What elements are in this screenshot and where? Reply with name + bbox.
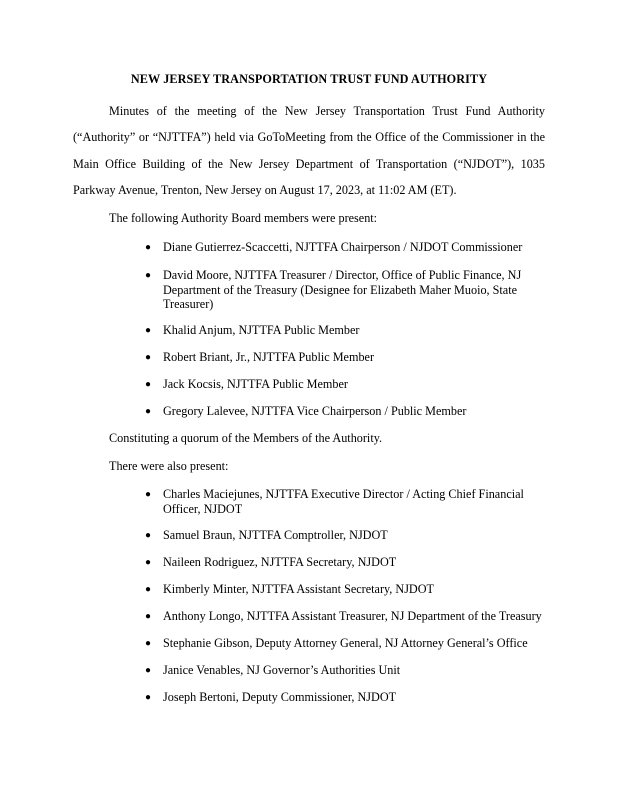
bullet-icon: ● <box>145 242 152 253</box>
bullet-icon: ● <box>145 584 152 595</box>
also-present-heading: There were also present: <box>109 459 229 473</box>
list-item-text: Khalid Anjum, NJTTFA Public Member <box>163 323 360 337</box>
list-item-text: Samuel Braun, NJTTFA Comptroller, NJDOT <box>163 528 388 542</box>
list-item-text: Jack Kocsis, NJTTFA Public Member <box>163 377 348 391</box>
list-item-text: Naileen Rodriguez, NJTTFA Secretary, NJDOT <box>163 555 397 569</box>
bullet-icon: ● <box>145 489 152 500</box>
list-item-text: Diane Gutierrez-Scaccetti, NJTTFA Chairperson / NJDOT Commissioner <box>163 240 523 254</box>
bullet-icon: ● <box>145 557 152 568</box>
list-item-text: Charles Maciejunes, NJTTFA Executive Director / Acting Chief Financial Officer, NJDOT <box>163 487 524 516</box>
quorum-statement: Constituting a quorum of the Members of the Authority. <box>109 431 383 445</box>
list-item-text: Joseph Bertoni, Deputy Commissioner, NJDOT <box>163 690 397 704</box>
list-item-text: Anthony Longo, NJTTFA Assistant Treasurer, NJ Department of the Treasury <box>163 609 542 623</box>
bullet-icon: ● <box>145 406 152 417</box>
intro-paragraph: Minutes of the meeting of the New Jersey Transportation Trust Fund Authority (“Authority” or “NJTTFA”) held via GoToMeeting from the Office of the Commissioner in the Main Office Building of the New Jersey Department of Transportation (“NJDOT”), 1035 Parkway Avenue, Trenton, New Jersey on August 17, 2023, at 11:02 AM (ET). <box>73 104 545 198</box>
bullet-icon: ● <box>145 270 152 281</box>
bullet-icon: ● <box>145 638 152 649</box>
bullet-icon: ● <box>145 692 152 703</box>
list-item-text: Kimberly Minter, NJTTFA Assistant Secretary, NJDOT <box>163 582 434 596</box>
bullet-icon: ● <box>145 530 152 541</box>
bullet-icon: ● <box>145 665 152 676</box>
document-title: NEW JERSEY TRANSPORTATION TRUST FUND AUTHORITY <box>130 72 488 86</box>
bullet-icon: ● <box>145 611 152 622</box>
list-item-text: Stephanie Gibson, Deputy Attorney General, NJ Attorney General’s Office <box>163 636 528 650</box>
list-item-text: Janice Venables, NJ Governor’s Authorities Unit <box>163 663 401 677</box>
list-item-text: David Moore, NJTTFA Treasurer / Director, Office of Public Finance, NJ Department of the Treasury (Designee for Elizabeth Maher Muoio, State Treasurer) <box>163 268 522 312</box>
bullet-icon: ● <box>145 325 152 336</box>
list-item-text: Robert Briant, Jr., NJTTFA Public Member <box>163 350 375 364</box>
list-item-text: Gregory Lalevee, NJTTFA Vice Chairperson / Public Member <box>163 404 467 418</box>
bullet-icon: ● <box>145 352 152 363</box>
board-members-heading: The following Authority Board members were present: <box>109 211 378 225</box>
bullet-icon: ● <box>145 379 152 390</box>
